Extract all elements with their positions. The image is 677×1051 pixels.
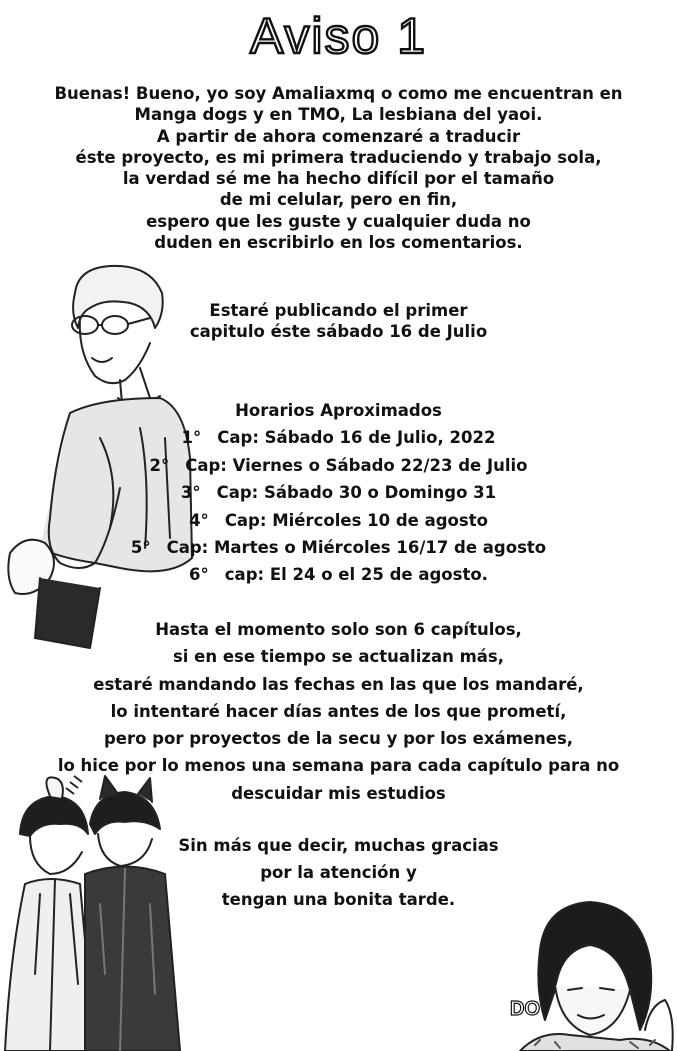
notice-line: estaré mandando las fechas en las que los mandaré, xyxy=(93,674,584,694)
chapter-number: 6° xyxy=(189,565,209,585)
schedule-heading: Horarios Aproximados xyxy=(235,401,442,420)
chapter-number: 3° xyxy=(180,483,201,503)
intro-line: Buenas! Bueno, yo soy Amaliaxmq o como me encuentran en xyxy=(54,84,623,103)
chapter-number: 4° xyxy=(189,510,209,530)
chapter-number: 2° xyxy=(149,455,170,475)
intro-line: Manga dogs y en TMO, La lesbiana del yaoi. xyxy=(134,105,543,125)
notice-line: si en ese tiempo se actualizan más, xyxy=(172,647,505,667)
chapter-date: Cap: Miércoles 10 de agosto xyxy=(224,510,488,530)
closing-line: tengan una bonita tarde. xyxy=(221,890,456,909)
publication-line: Estaré publicando el primer xyxy=(209,301,468,320)
schedule-item xyxy=(0,534,677,561)
notice-line: pero por proyectos de la secu y por los exámenes, xyxy=(103,729,574,749)
notice-line: lo hice por lo menos una semana para cada capítulo para no xyxy=(57,756,620,776)
notice-title: Aviso 1 xyxy=(249,8,428,64)
intro-line: duden en escribirlo en los comentarios. xyxy=(154,233,523,253)
publication-line: capitulo éste sábado 16 de Julio xyxy=(189,322,488,341)
schedule-item xyxy=(0,479,677,506)
intro-paragraph xyxy=(0,83,677,253)
schedule-list xyxy=(0,397,677,589)
closing-paragraph xyxy=(0,832,677,913)
chapter-number: 5° xyxy=(130,538,151,558)
chapter-number: 1° xyxy=(181,428,202,448)
notice-line: Hasta el momento solo son 6 capítulos, xyxy=(155,620,522,639)
schedule-item xyxy=(0,507,677,534)
schedule-item xyxy=(0,452,677,479)
chapter-date: Cap: Martes o Miércoles 16/17 de agosto xyxy=(166,538,547,558)
intro-line: A partir de ahora comenzaré a traducir xyxy=(156,126,521,146)
chapters-notice-paragraph xyxy=(0,616,677,807)
notice-line: lo intentaré hacer días antes de los que prometí, xyxy=(110,701,567,721)
intro-line: espero que les guste y cualquier duda no xyxy=(146,211,531,231)
chapter-date: Cap: Viernes o Sábado 22/23 de Julio xyxy=(185,455,528,475)
manga-character-long-hair-illustration xyxy=(480,890,677,1051)
closing-line: Sin más que decir, muchas gracias xyxy=(178,836,499,855)
art-lettering-text: DO xyxy=(510,998,540,1020)
intro-line: éste proyecto, es mi primera traduciendo y trabajo sola, xyxy=(75,147,602,167)
chapter-date: cap: El 24 o el 25 de agosto. xyxy=(224,565,488,585)
intro-line: de mi celular, pero en fin, xyxy=(219,190,458,210)
publication-announcement xyxy=(0,300,677,342)
schedule-item xyxy=(0,424,677,451)
closing-line: por la atención y xyxy=(260,863,417,882)
chapter-date: Cap: Sábado 16 de Julio, 2022 xyxy=(217,428,496,448)
intro-line: la verdad sé me ha hecho difícil por el tamaño xyxy=(122,169,555,189)
notice-line: descuidar mis estudios xyxy=(231,783,446,803)
chapter-date: Cap: Sábado 30 o Domingo 31 xyxy=(216,483,497,503)
schedule-item xyxy=(0,561,677,588)
